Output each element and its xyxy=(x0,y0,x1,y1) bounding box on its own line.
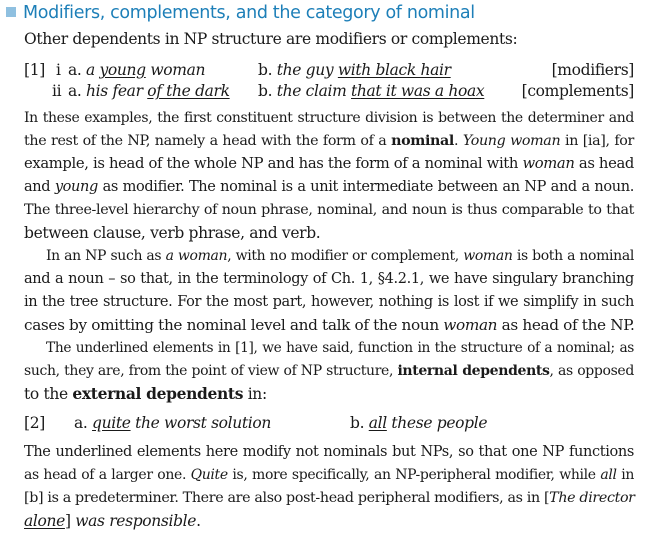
example-2-a: a. quite the worst solution xyxy=(74,414,271,432)
example-2-number: [2] xyxy=(24,414,45,432)
paragraph-1-line-1: In these examples, the first constituent structure division is between the determiner and xyxy=(24,110,634,126)
intro-line: Other dependents in NP structure are modifiers or complements: xyxy=(24,30,518,48)
paragraph-4-line-1: The underlined elements here modify not nominals but NPs, so that one NP functions xyxy=(24,444,634,460)
example-2-b: b. all these people xyxy=(350,414,488,432)
square-bullet-icon xyxy=(6,7,16,17)
paragraph-4-line-3: [b] is a predeterminer. There are also post-head peripheral modifiers, as in [The director xyxy=(24,490,635,506)
paragraph-1-line-5: The three-level hierarchy of noun phrase, nominal, and noun is thus comparable to that xyxy=(24,202,634,218)
paragraph-2-line-2: and a noun – so that, in the terminology of Ch. 1, §4.2.1, we have singulary branching xyxy=(24,271,634,287)
paragraph-1-line-2: the rest of the NP, namely a head with the form of a nominal. Young woman in [ia], for xyxy=(24,133,634,149)
example-1-iia: a. his fear of the dark xyxy=(68,82,230,100)
paragraph-4-line-4: alone] was responsible. xyxy=(24,512,201,530)
example-1-modifiers-tag: [modifiers] xyxy=(551,61,634,79)
example-1-iib: b. the claim that it was a hoax xyxy=(258,82,485,100)
paragraph-1-line-4: and young as modifier. The nominal is a unit intermediate between an NP and a noun. xyxy=(24,179,634,195)
paragraph-1-line-6: between clause, verb phrase, and verb. xyxy=(24,224,321,242)
example-1-number: [1] xyxy=(24,61,45,79)
paragraph-2-line-4: cases by omitting the nominal level and talk of the noun woman as head of the NP. xyxy=(24,316,635,334)
example-1-ia: a. a young woman xyxy=(68,61,206,79)
paragraph-3-line-1: The underlined elements in [1], we have said, function in the structure of a nominal; as xyxy=(46,340,634,356)
paragraph-4-line-2: as head of a larger one. Quite is, more specifically, an NP-peripheral modifier, while all in xyxy=(24,467,634,483)
paragraph-3-line-3: to the external dependents in: xyxy=(24,384,267,403)
example-1-complements-tag: [complements] xyxy=(521,82,634,100)
section-heading: Modifiers, complements, and the category of nominal xyxy=(6,3,475,25)
paragraph-1-line-3: example, is head of the whole NP and has the form of a nominal with woman as head xyxy=(24,155,635,172)
paragraph-2-line-1: In an NP such as a woman, with no modifier or complement, woman is both a nominal xyxy=(46,248,634,264)
example-1-i: i xyxy=(56,61,61,79)
paragraph-3-line-2: such, they are, from the point of view of NP structure, internal dependents, as opposed xyxy=(24,363,634,379)
example-1-ib: b. the guy with black hair xyxy=(258,61,451,79)
example-1-ii: ii xyxy=(52,82,62,100)
paragraph-2-line-3: in the tree structure. For the most part, however, nothing is lost if we simplify in such xyxy=(24,294,634,310)
